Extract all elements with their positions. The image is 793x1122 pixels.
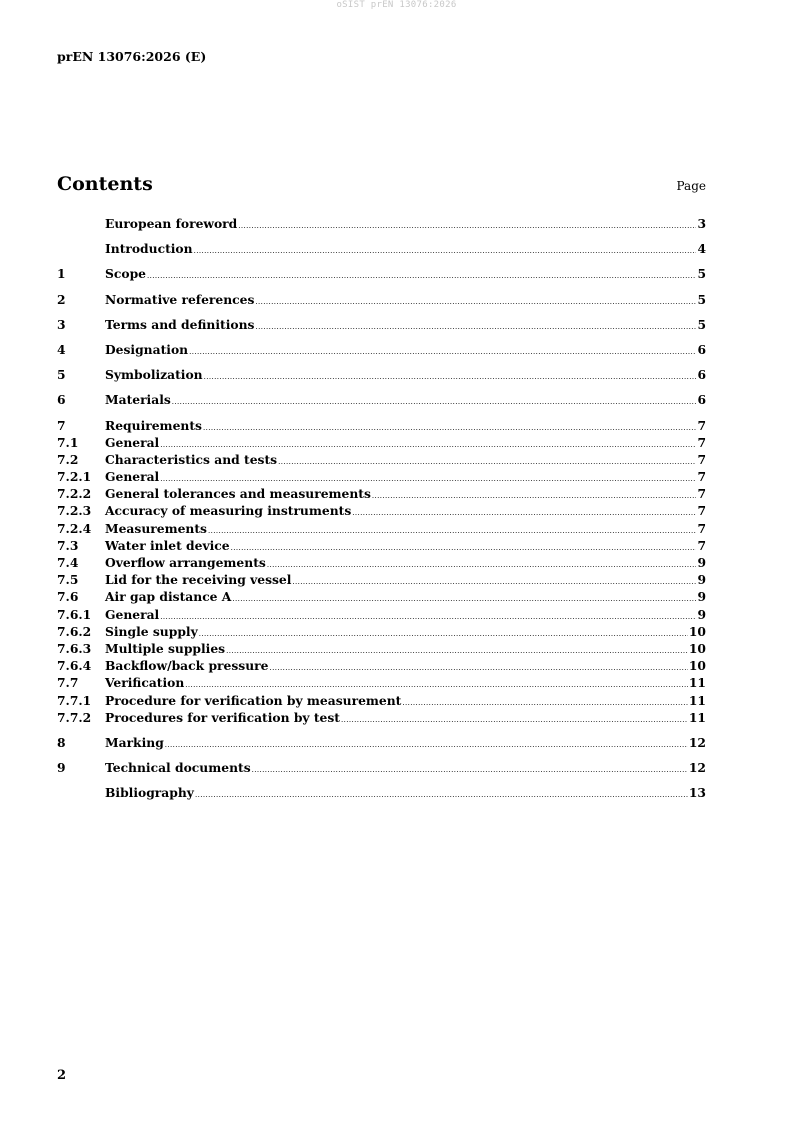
table-of-contents <box>57 216 706 802</box>
toc-entry-number: 7.6.1 <box>57 606 92 622</box>
toc-entry[interactable] <box>57 521 706 538</box>
toc-entry-title: European foreword <box>105 216 238 231</box>
toc-entry-title: Technical documents <box>105 760 251 776</box>
toc-entry[interactable] <box>57 624 706 641</box>
toc-entry-title: Measurements <box>105 520 207 536</box>
toc-entry-title: Water inlet device <box>105 537 230 553</box>
toc-entry-page: 9 <box>697 555 706 570</box>
toc-dot-leader <box>194 241 697 256</box>
toc-entry[interactable] <box>57 785 706 802</box>
toc-entry-page: 10 <box>688 658 706 674</box>
toc-entry[interactable] <box>57 418 706 435</box>
toc-entry-number: 7.4 <box>57 555 79 570</box>
toc-dot-leader <box>160 435 696 450</box>
document-id: prEN 13076:2026 (E) <box>57 49 207 64</box>
toc-entry[interactable] <box>57 675 706 692</box>
toc-entry-number: 5 <box>57 367 66 383</box>
toc-entry-page: 7 <box>697 537 706 553</box>
toc-dot-leader <box>292 572 696 587</box>
toc-entry-title: Procedure for verification by measurement <box>105 692 402 708</box>
toc-dot-leader <box>269 658 687 673</box>
toc-dot-leader <box>147 266 696 281</box>
toc-entry-number: 7.6 <box>57 589 79 605</box>
toc-dot-leader <box>160 607 696 622</box>
toc-entry-title: Overflow arrangements <box>105 555 266 570</box>
toc-dot-leader <box>195 785 688 800</box>
toc-entry[interactable] <box>57 658 706 675</box>
toc-entry[interactable] <box>57 710 706 727</box>
toc-entry-title: Materials <box>105 392 171 408</box>
toc-entry[interactable] <box>57 572 706 589</box>
toc-dot-leader <box>278 452 696 467</box>
toc-dot-leader <box>231 538 697 553</box>
toc-entry[interactable] <box>57 538 706 555</box>
page-number: 2 <box>57 1068 67 1083</box>
toc-entry-page: 7 <box>697 520 706 536</box>
toc-entry-number: 4 <box>57 341 66 357</box>
toc-entry[interactable] <box>57 241 706 258</box>
toc-entry-title: Normative references <box>105 291 255 307</box>
toc-entry-page: 6 <box>697 367 706 383</box>
toc-dot-leader <box>238 216 696 231</box>
toc-entry-number: 7.1 <box>57 434 79 450</box>
toc-entry-title: Requirements <box>105 417 202 433</box>
toc-entry-title: Bibliography <box>105 785 194 801</box>
toc-entry[interactable] <box>57 367 706 384</box>
toc-entry[interactable] <box>57 760 706 777</box>
toc-entry-number: 8 <box>57 734 66 750</box>
toc-entry-number: 7.6.2 <box>57 623 92 639</box>
toc-entry-page: 11 <box>688 709 706 725</box>
toc-entry-number: 7.5 <box>57 572 79 588</box>
toc-entry-page: 9 <box>697 589 706 605</box>
toc-entry[interactable] <box>57 503 706 520</box>
toc-entry-page: 12 <box>688 734 706 750</box>
toc-entry-page: 5 <box>697 291 706 307</box>
toc-entry-page: 6 <box>697 341 706 357</box>
toc-entry-page: 7 <box>697 451 706 467</box>
toc-entry-title: General <box>105 434 160 450</box>
toc-entry[interactable] <box>57 292 706 309</box>
toc-dot-leader <box>341 710 688 725</box>
page-column-label: Page <box>676 179 706 193</box>
toc-entry-title: General <box>105 469 160 485</box>
toc-entry-page: 7 <box>697 469 706 485</box>
toc-dot-leader <box>372 486 697 501</box>
toc-entry[interactable] <box>57 216 706 233</box>
toc-entry-page: 7 <box>697 417 706 433</box>
toc-dot-leader <box>232 589 696 604</box>
toc-dot-leader <box>252 760 688 775</box>
toc-dot-leader <box>172 392 697 407</box>
toc-dot-leader <box>402 693 688 708</box>
toc-entry-page: 7 <box>697 486 706 502</box>
toc-entry-title: Accuracy of measuring instruments <box>105 503 352 519</box>
toc-entry-title: Marking <box>105 734 164 750</box>
toc-entry-number: 7.2.2 <box>57 486 92 502</box>
toc-dot-leader <box>208 521 696 536</box>
toc-entry-title: Terms and definitions <box>105 316 255 332</box>
toc-entry-title: Characteristics and tests <box>105 451 278 467</box>
toc-entry-number: 6 <box>57 392 66 408</box>
toc-dot-leader <box>199 624 688 639</box>
toc-dot-leader <box>255 292 696 307</box>
toc-entry-number: 3 <box>57 316 66 332</box>
toc-entry-page: 6 <box>697 392 706 408</box>
toc-entry-number: 1 <box>57 266 66 282</box>
toc-entry-title: Introduction <box>105 241 193 257</box>
toc-entry-number: 7.3 <box>57 537 79 553</box>
toc-entry[interactable] <box>57 735 706 752</box>
toc-entry-page: 9 <box>697 572 706 588</box>
toc-entry[interactable] <box>57 435 706 452</box>
toc-dot-leader <box>352 503 696 518</box>
toc-entry-title: General tolerances and measurements <box>105 486 371 502</box>
toc-entry-number: 7.2.1 <box>57 469 92 485</box>
toc-entry-page: 9 <box>697 606 706 622</box>
toc-entry-title: Verification <box>105 675 185 691</box>
toc-entry-page: 11 <box>688 675 706 691</box>
toc-entry-number: 7.6.3 <box>57 640 92 656</box>
toc-entry-number: 7.6.4 <box>57 658 92 674</box>
toc-entry-number: 7.7.1 <box>57 692 92 708</box>
toc-entry-page: 12 <box>688 760 706 776</box>
toc-dot-leader <box>160 469 696 484</box>
toc-entry-title: Single supply <box>105 623 198 639</box>
toc-entry-page: 7 <box>697 434 706 450</box>
toc-entry-page: 11 <box>688 692 706 708</box>
toc-entry-number: 7.2 <box>57 451 79 467</box>
toc-entry-number: 7.2.4 <box>57 520 92 536</box>
toc-entry-title: Backflow/back pressure <box>105 658 269 674</box>
toc-entry[interactable] <box>57 392 706 409</box>
toc-entry-page: 5 <box>697 266 706 282</box>
toc-entry-title: General <box>105 606 160 622</box>
toc-entry[interactable] <box>57 342 706 359</box>
toc-entry-number: 7.7.2 <box>57 709 92 725</box>
toc-dot-leader <box>204 367 697 382</box>
toc-entry-page: 3 <box>697 216 706 231</box>
toc-entry[interactable] <box>57 452 706 469</box>
toc-entry[interactable] <box>57 641 706 658</box>
toc-entry-title: Symbolization <box>105 367 203 383</box>
toc-entry-page: 7 <box>697 503 706 519</box>
toc-dot-leader <box>165 735 688 750</box>
toc-dot-leader <box>185 675 688 690</box>
toc-entry[interactable] <box>57 607 706 624</box>
contents-title: Contents <box>57 173 153 195</box>
toc-entry-number: 2 <box>57 291 66 307</box>
toc-entry-page: 10 <box>688 640 706 656</box>
toc-entry-number: 9 <box>57 760 66 776</box>
toc-entry-number: 7 <box>57 417 66 433</box>
toc-entry[interactable] <box>57 486 706 503</box>
toc-entry[interactable] <box>57 469 706 486</box>
toc-dot-leader <box>226 641 688 656</box>
toc-entry[interactable] <box>57 266 706 283</box>
toc-entry-number: 7.7 <box>57 675 79 691</box>
toc-entry-title: Designation <box>105 341 189 357</box>
toc-entry-title: Lid for the receiving vessel <box>105 572 292 588</box>
toc-entry-page: 5 <box>697 316 706 332</box>
toc-entry[interactable] <box>57 317 706 334</box>
toc-dot-leader <box>267 555 697 570</box>
toc-entry-title: Scope <box>105 266 146 282</box>
toc-entry-number: 7.2.3 <box>57 503 92 519</box>
toc-dot-leader <box>203 418 697 433</box>
toc-entry-title: Air gap distance A <box>105 589 232 605</box>
toc-entry-title: Procedures for verification by test <box>105 709 340 725</box>
toc-entry[interactable] <box>57 555 706 572</box>
toc-dot-leader <box>189 342 696 357</box>
toc-entry-page: 13 <box>688 785 706 801</box>
contents-header <box>57 173 706 195</box>
toc-entry[interactable] <box>57 589 706 606</box>
toc-entry-page: 10 <box>688 623 706 639</box>
toc-entry-page: 4 <box>697 241 706 257</box>
toc-entry[interactable] <box>57 693 706 710</box>
watermark: oSIST prEN 13076:2026 <box>336 0 457 10</box>
toc-entry-title: Multiple supplies <box>105 640 226 656</box>
toc-dot-leader <box>255 317 696 332</box>
